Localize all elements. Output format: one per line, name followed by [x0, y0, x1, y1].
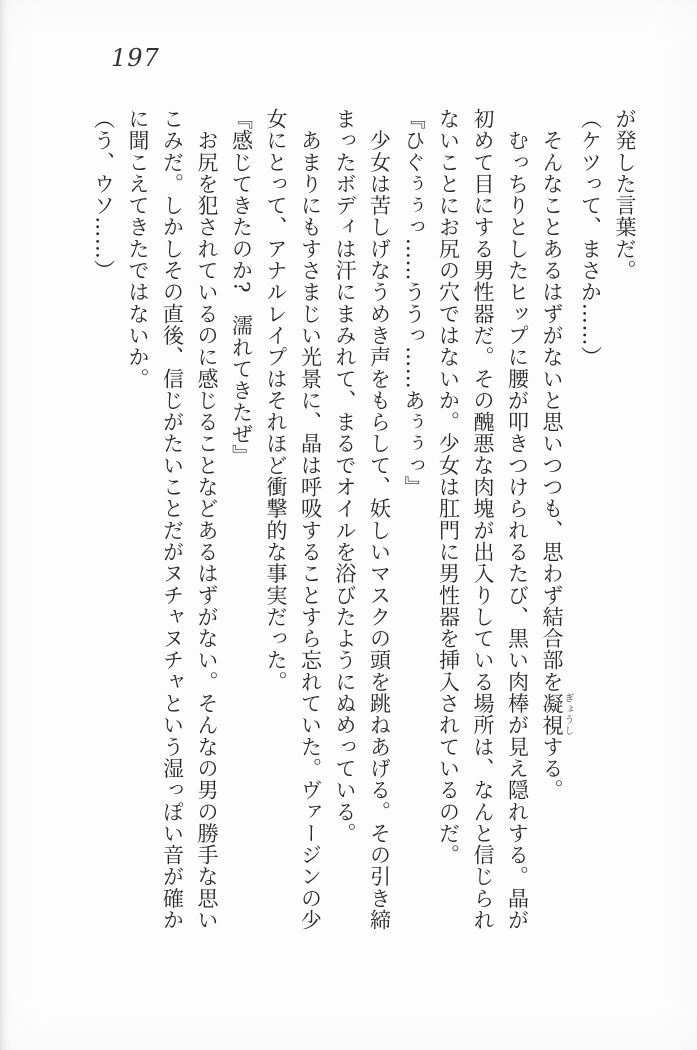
- text-block: [86, 108, 642, 934]
- paragraph: が発した言葉だ。: [613, 108, 637, 282]
- furigana: ぎょうし: [562, 692, 574, 736]
- paragraph: （ケツって、まさか……）: [578, 108, 603, 368]
- paragraph: 少女は苦しげなうめき声をもらして、妖しいマスクの頭を跳ねあげる。その引き締まったボディは汗にまみれて、まるでオイルを浴びたようにぬめっている。: [333, 108, 392, 931]
- paragraph: お尻を犯されているのに感じることなどあるはずがない。そんなの男の勝手な思いこみだ。しかしその直後、信じがたいことだがヌチャヌチャという湿っぽい音が確かに聞こえてきたではないか。: [126, 108, 219, 931]
- paragraph: 『感じてきたのか? 濡れてきたぜ』: [229, 108, 254, 467]
- paragraph: そんなことあるはずがないと思いつつも、思わず結合部を凝視ぎょうしする。: [540, 108, 574, 801]
- ruby-annotated-word: 凝視ぎょうし: [540, 692, 574, 736]
- paragraph: （う、ウソ……）: [91, 108, 116, 282]
- page-number: 197: [111, 44, 160, 72]
- paragraph: むっちりとしたヒップに腰が叩きつけられるたび、黒い肉棒が見え隠れする。晶が初めて目にする男性器だ。その醜悪な肉塊が出入りしている場所は、なんと信じられないことにお尻の穴ではないか。少女は肛門に男性器を挿入されているのだ。: [436, 108, 530, 931]
- paragraph: あまりにもすさまじい光景に、晶は呼吸することすら忘れていた。ヴァージンの少女にとって、アナルレイプはそれほど衝撃的な事実だった。: [264, 108, 323, 931]
- paragraph: 『ひぐぅぅっ……ううっ……あぅぅっ』: [402, 108, 426, 498]
